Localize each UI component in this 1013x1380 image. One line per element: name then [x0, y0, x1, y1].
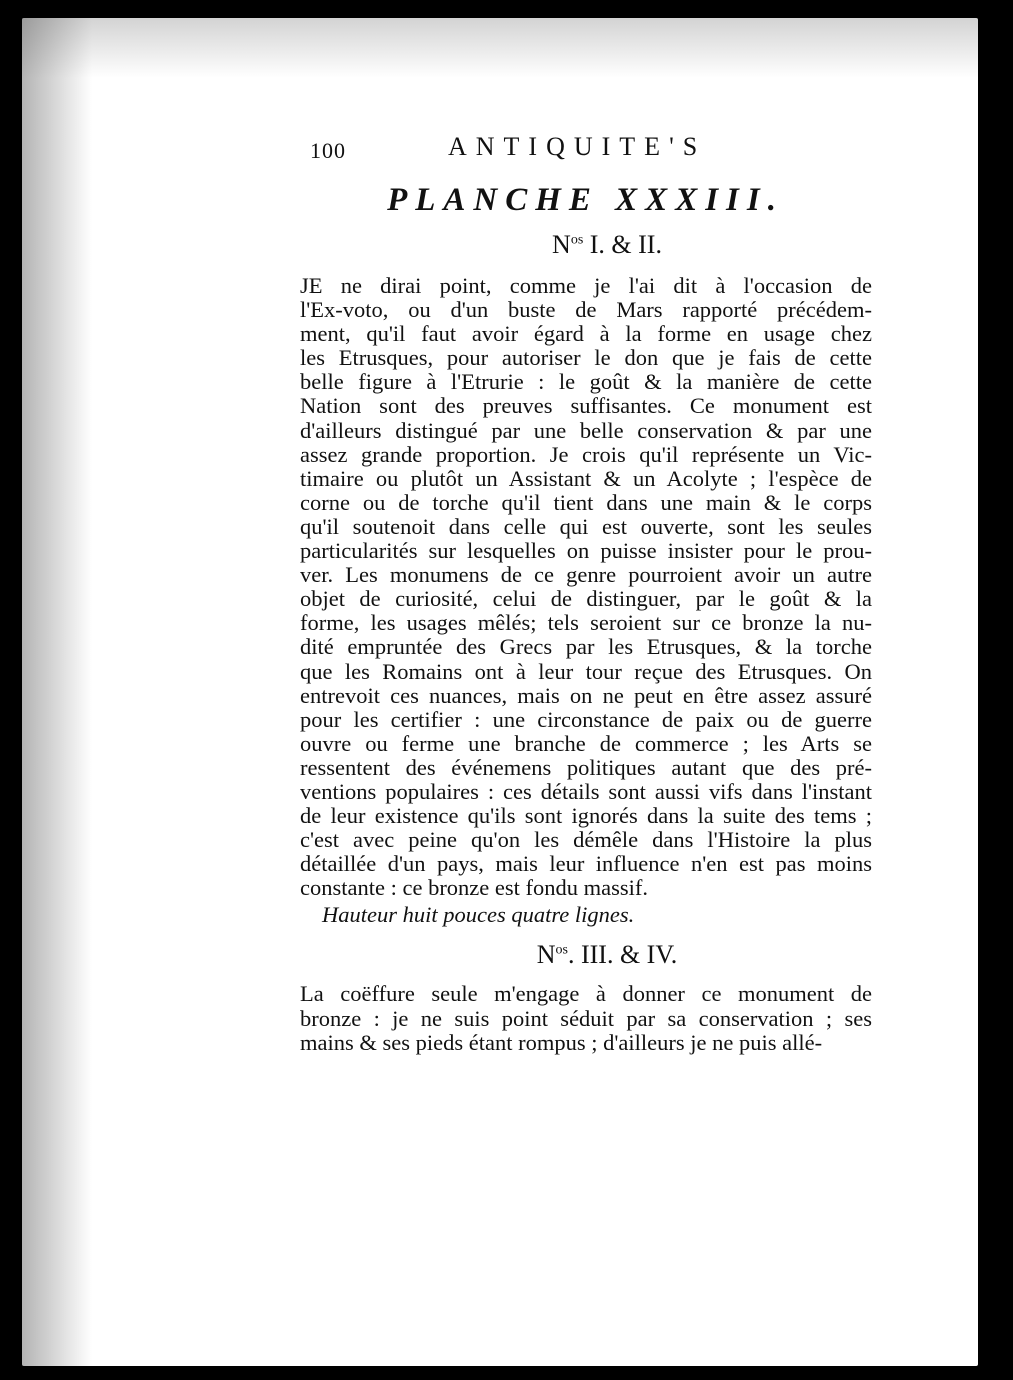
paragraph-line: timaire ou plutôt un Assistant & un Acolyte ; l'espèce de [300, 465, 872, 491]
paragraph-line: ventions populaires : ces détails sont aussi vifs dans l'instant [300, 778, 872, 804]
section-heading-2-sup: os [555, 942, 568, 958]
paragraph-line: d'ailleurs distingué par une belle conservation & par une [300, 417, 872, 443]
paragraph-line: l'Ex-voto, ou d'un buste de Mars rapporté précédem- [300, 297, 872, 323]
paragraph-line: forme, les usages mêlés; tels seroient sur ce bronze la nu- [300, 610, 872, 636]
section-heading-2-rest: . III. & IV. [567, 940, 678, 970]
height-measure: Hauteur huit pouces quatre lignes. [322, 902, 635, 928]
paragraph-line: qu'il soutenoit dans celle qui est ouverte, sont les seules [300, 513, 872, 539]
page-number: 100 [310, 138, 346, 163]
paragraph-line: bronze : je ne suis point séduit par sa conservation ; ses [300, 1005, 872, 1031]
paragraph-line: dité empruntée des Grecs par les Etrusques, & la torche [300, 634, 872, 660]
paragraph-line: entrevoit ces nuances, mais on ne peut en être assez assuré [300, 682, 872, 708]
paragraph-line: La coëffure seule m'engage à donner ce monument de [300, 981, 872, 1007]
paragraph-line: JE ne dirai point, comme je l'ai dit à l'occasion de [300, 273, 872, 298]
section-heading-2 [342, 940, 872, 980]
paragraph-line: que les Romains ont à leur tour reçue des Etrusques. On [300, 658, 872, 684]
section-heading-1-sup: os [570, 232, 584, 248]
section-heading-1 [342, 230, 872, 266]
paragraph-line: assez grande proportion. Je crois qu'il représente un Vic- [300, 441, 872, 467]
paragraph-line: de leur existence qu'ils sont ignorés dans la suite des tems ; [300, 803, 872, 829]
paragraph-line: mains & ses pieds étant rompus ; d'ailleurs je ne puis allé- [300, 1029, 823, 1055]
paragraph-line: pour les certifier : une circonstance de paix ou de guerre [300, 706, 872, 732]
section-heading-2-prefix: N [536, 940, 556, 970]
paragraph-line: Nation sont des preuves suffisantes. Ce monument est [300, 393, 872, 419]
running-title: ANTIQUITE'S [448, 132, 707, 161]
paragraph-line: corne ou de torche qu'il tient dans une main & le corps [300, 489, 872, 515]
paragraph-line: belle figure à l'Etrurie : le goût & la manière de cette [300, 369, 872, 395]
paragraph-2 [300, 982, 872, 1054]
paragraph-line: les Etrusques, pour autoriser le don que je fais de cette [300, 345, 872, 371]
paragraph-line: ver. Les monumens de ce genre pourroient avoir un autre [300, 562, 872, 588]
section-heading-1-prefix: N [552, 230, 571, 259]
paragraph-line: constante : ce bronze est fondu massif. [300, 875, 649, 901]
paragraph-line: ouvre ou ferme une branche de commerce ; les Arts se [300, 730, 872, 756]
paragraph-line: détaillée d'un pays, mais leur influence n'en est pas moins [300, 851, 872, 877]
section-heading-1-rest: I. & II. [583, 230, 662, 259]
paragraph-line: ment, qu'il faut avoir égard à la forme en usage chez [300, 321, 872, 347]
paragraph-line: particularités sur lesquelles on puisse insister pour le prou- [300, 538, 872, 564]
paragraph-line: objet de curiosité, celui de distinguer, par le goût & la [300, 586, 872, 612]
paragraph-1 [300, 274, 872, 900]
page-content [300, 130, 872, 1055]
running-head [300, 130, 872, 170]
paragraph-line: c'est avec peine qu'on les démêle dans l'Histoire la plus [300, 827, 872, 853]
plate-title: PLANCHE XXXIII. [387, 182, 784, 218]
paragraph-line: ressentent des événemens politiques autant que des pré- [300, 754, 872, 780]
